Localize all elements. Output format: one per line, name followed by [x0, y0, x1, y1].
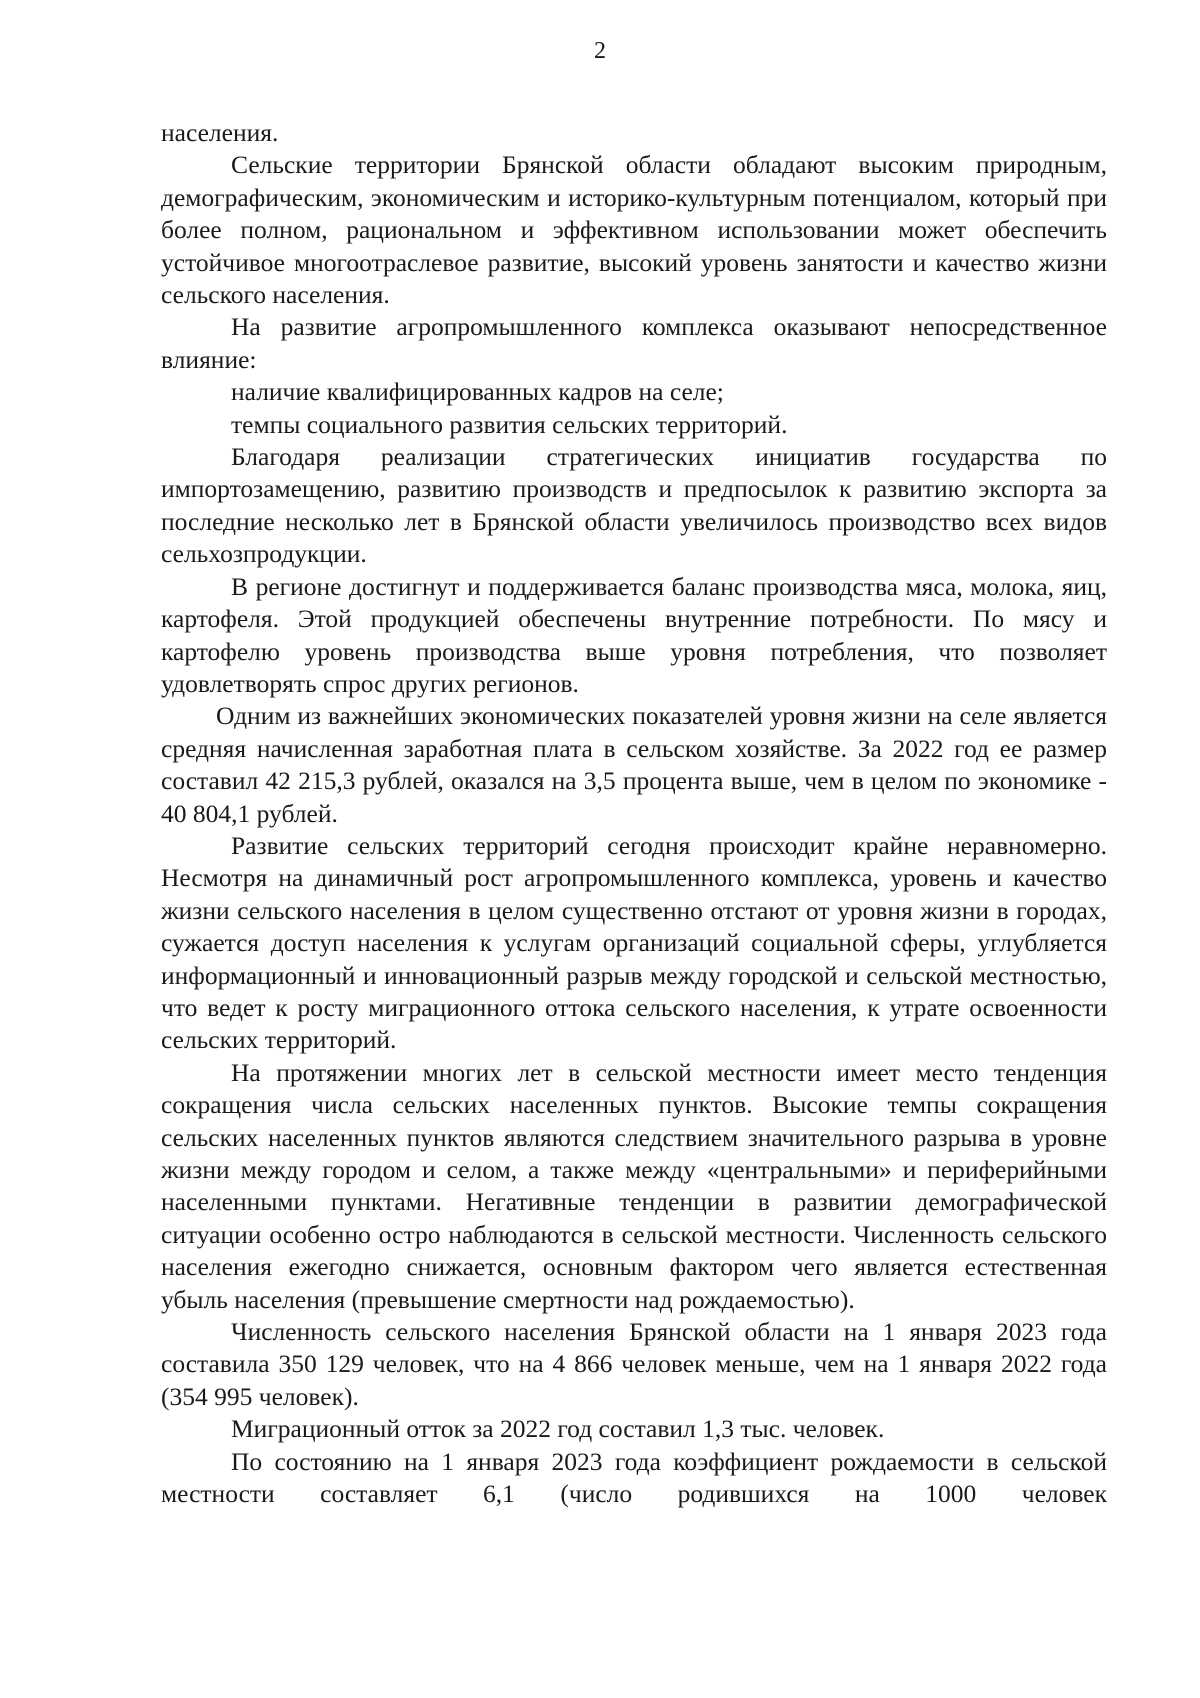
- paragraph-influence-intro: На развитие агропромышленного комплекса оказывают непосредственное влияние:: [161, 312, 1107, 374]
- paragraph-population-count: Численность сельского населения Брянской области на 1 января 2023 года составила 350 129 человек, что на 4 866 человек меньше, чем на 1 января 2022 года (354 995 человек).: [161, 1317, 1107, 1411]
- paragraph-uneven-development: Развитие сельских территорий сегодня происходит крайне неравномерно. Несмотря на динамичный рост агропромышленного комплекса, уровень и качество жизни сельского населения в целом существенно отстают от уровня жизни в городах, сужается доступ населения к услугам организаций социальной сферы, углубляется информационный и инновационный разрыв между городской и сельской местностью, что ведет к росту миграционного оттока сельского населения, к утрате освоенности сельских территорий.: [161, 830, 1107, 1055]
- paragraph-migration-outflow: Миграционный отток за 2022 год составил 1,3 тыс. человек.: [231, 1414, 885, 1444]
- list-item-qualified-staff: наличие квалифицированных кадров на селе;: [231, 377, 724, 407]
- paragraph-production-balance: В регионе достигнут и поддерживается баланс производства мяса, молока, яиц, картофеля. Этой продукцией обеспечены внутренние потребности. По мясу и картофелю уровень производства выше уровня потребления, что позволяет удовлетворять спрос других регионов.: [161, 571, 1107, 698]
- paragraph-average-salary: Одним из важнейших экономических показателей уровня жизни на селе является средняя начисленная заработная плата в сельском хозяйстве. За 2022 год ее размер составил 42 215,3 рублей, оказался на 3,5 процента выше, чем в целом по экономике - 40 804,1 рублей.: [161, 701, 1107, 828]
- page-number: 2: [594, 38, 606, 64]
- paragraph-rural-potential: Сельские территории Брянской области обладают высоким природным, демографическим, экономическим и историко-культурным потенциалом, который при более полном, рациональном и эффективном использовании может обеспечить устойчивое многоотраслевое развитие, высокий уровень занятости и качество жизни сельского населения.: [161, 150, 1107, 310]
- paragraph-settlement-decline: На протяжении многих лет в сельской местности имеет место тенденция сокращения числа сельских населенных пунктов. Высокие темпы сокращения сельских населенных пунктов являются следствием значительного разрыва в уровне жизни между городом и селом, а также между «центральными» и периферийными населенными пунктами. Негативные тенденции в развитии демографической ситуации особенно остро наблюдаются в сельской местности. Численность сельского населения ежегодно снижается, основным фактором чего является естественная убыль населения (превышение смертности над рождаемостью).: [161, 1057, 1107, 1314]
- paragraph-birth-rate: По состоянию на 1 января 2023 года коэффициент рождаемости в сельской местности составляет 6,1 (число родившихся на 1000 человек: [161, 1446, 1107, 1509]
- list-item-social-development: темпы социального развития сельских территорий.: [231, 409, 788, 439]
- document-body: [161, 117, 1107, 1510]
- paragraph-continuation: населения.: [161, 118, 279, 147]
- paragraph-import-substitution: Благодаря реализации стратегических инициатив государства по импортозамещению, развитию производств и предпосылок к развитию экспорта за последние несколько лет в Брянской области увеличилось производство всех видов сельхозпродукции.: [161, 442, 1107, 569]
